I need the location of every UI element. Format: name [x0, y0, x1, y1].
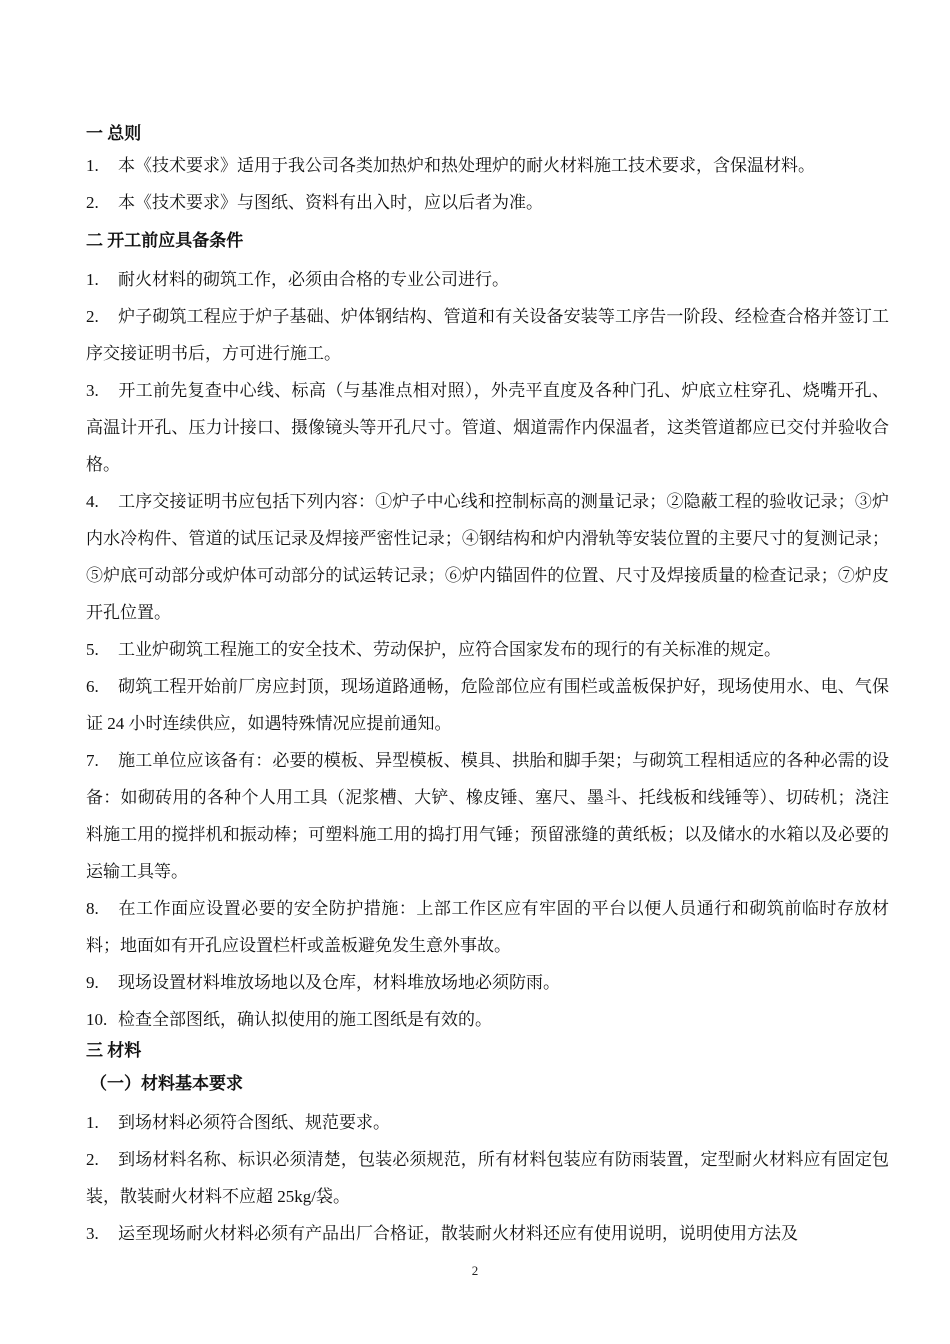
section-heading-materials: 三 材料 — [86, 1041, 142, 1060]
page-number: 2 — [471, 1263, 479, 1278]
list-item: 3. 开工前先复查中心线、标高（与基准点相对照），外壳平直度及各种门孔、炉底立柱穿孔、烧嘴开孔、高温计开孔、压力计接口、摄像镜头等开孔尺寸。管道、烟道需作内保温者，这类管道都应已交付并验收合格。 — [86, 381, 889, 474]
subsection-heading-basic-requirements: （一）材料基本要求 — [90, 1074, 243, 1093]
list-item: 1. 本《技术要求》适用于我公司各类加热炉和热处理炉的耐火材料施工技术要求，含保温材料。 — [86, 156, 815, 175]
list-item: 4. 工序交接证明书应包括下列内容：①炉子中心线和控制标高的测量记录；②隐蔽工程的验收记录；③炉内水冷构件、管道的试压记录及焊接严密性记录；④钢结构和炉内滑轨等安装位置的主要尺寸的复测记录；⑤炉底可动部分或炉体可动部分的试运转记录；⑥炉内锚固件的位置、尺寸及焊接质量的检查记录；⑦炉皮开孔位置。 — [86, 492, 889, 622]
list-item: 2. 本《技术要求》与图纸、资料有出入时，应以后者为准。 — [86, 193, 543, 212]
section-heading-general: 一 总则 — [86, 124, 142, 143]
list-item: 7. 施工单位应该备有：必要的模板、异型模板、模具、拱胎和脚手架；与砌筑工程相适应的各种必需的设备：如砌砖用的各种个人用工具（泥浆槽、大铲、橡皮锤、塞尺、墨斗、托线板和线锤等）、切砖机；浇注料施工用的搅拌机和振动棒；可塑料施工用的捣打用气锤；预留涨缝的黄纸板；以及储水的水箱以及必要的运输工具等。 — [86, 751, 889, 881]
list-item: 2. 炉子砌筑工程应于炉子基础、炉体钢结构、管道和有关设备安装等工序告一阶段、经检查合格并签订工序交接证明书后，方可进行施工。 — [86, 307, 889, 363]
list-item: 9. 现场设置材料堆放场地以及仓库，材料堆放场地必须防雨。 — [86, 973, 560, 992]
list-item: 5. 工业炉砌筑工程施工的安全技术、劳动保护，应符合国家发布的现行的有关标准的规定。 — [86, 640, 781, 659]
section-heading-prerequisites: 二 开工前应具备条件 — [86, 231, 244, 250]
list-item: 1. 耐火材料的砌筑工作，必须由合格的专业公司进行。 — [86, 270, 509, 289]
list-item: 3. 运至现场耐火材料必须有产品出厂合格证，散装耐火材料还应有使用说明，说明使用方法及 — [86, 1224, 798, 1243]
document-page — [86, 124, 889, 1252]
list-item: 2. 到场材料名称、标识必须清楚，包装必须规范，所有材料包装应有防雨装置，定型耐火材料应有固定包装，散装耐火材料不应超 25kg/袋。 — [86, 1150, 889, 1206]
list-item: 8. 在工作面应设置必要的安全防护措施：上部工作区应有牢固的平台以便人员通行和砌筑前临时存放材料；地面如有开孔应设置栏杆或盖板避免发生意外事故。 — [86, 899, 889, 955]
list-item: 6. 砌筑工程开始前厂房应封顶，现场道路通畅，危险部位应有围栏或盖板保护好，现场使用水、电、气保证 24 小时连续供应，如遇特殊情况应提前通知。 — [86, 677, 889, 733]
list-item: 1. 到场材料必须符合图纸、规范要求。 — [86, 1113, 390, 1132]
list-item: 10. 检查全部图纸，确认拟使用的施工图纸是有效的。 — [86, 1010, 492, 1029]
